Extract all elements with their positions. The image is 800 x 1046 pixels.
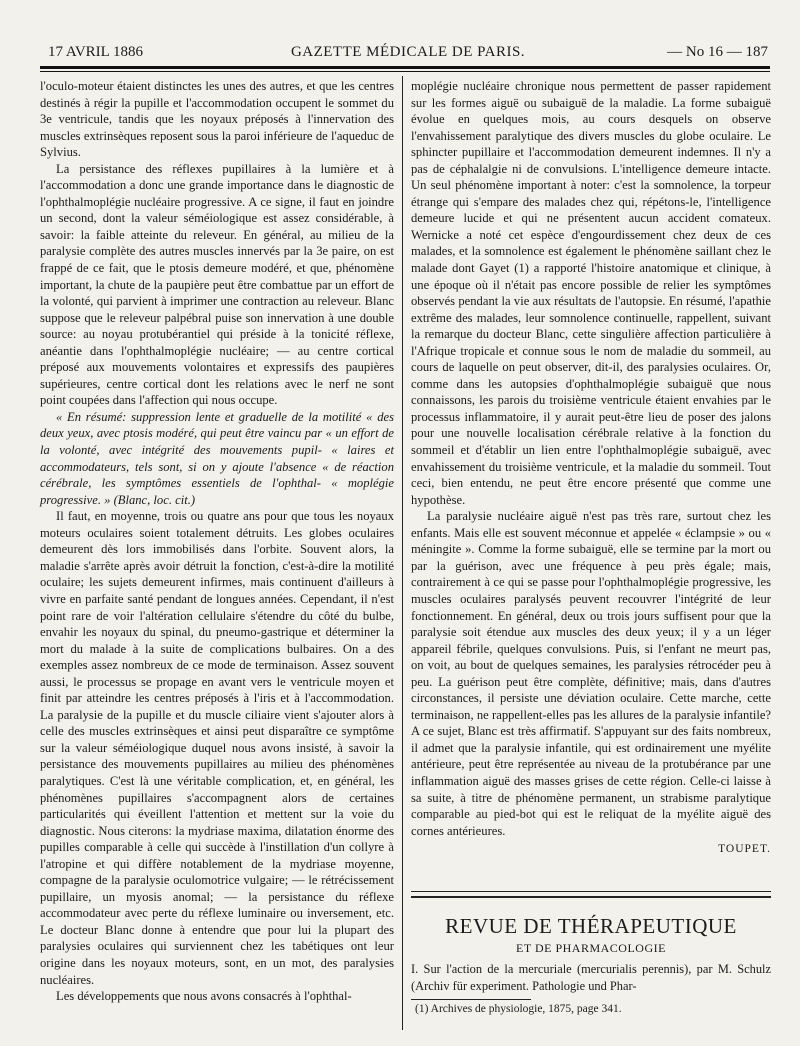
- author-signature: TOUPET.: [718, 843, 771, 856]
- header-issue: — No 16 — 187: [667, 44, 768, 60]
- header-title: GAZETTE MÉDICALE DE PARIS.: [290, 44, 526, 60]
- column-divider: [402, 76, 403, 1030]
- left-quote: « En résumé: suppression lente et graduelle de la motilité « des deux yeux, avec ptosis modéré, qui peut être vaincu par « un effort de la volonté, avec intégrité des mouvements pupil- « laires et accommodateurs, tels sont, si on y ajoute l'absence « de réaction cérébrale, les symptômes essentiels de l'ophthal- « moplégie progressive. » (Blanc, loc. cit.): [40, 409, 394, 507]
- section-rule-bottom: [411, 896, 771, 898]
- right-paragraph-1: moplégie nucléaire chronique nous permettent de passer rapidement sur les formes aiguë ou subaiguë de la maladie. La forme subaiguë évolue en quelques mois, au cours desquels on observe l'envahissement paralytique des divers muscles du globe oculaire. Le sphincter pupillaire et l'accommodation demeurent indemnes. Il n'y a pas de céphalalgie ni de convulsions. L'intelligence demeure intacte. Un seul phénomène important à noter: c'est la somnolence, la torpeur étrange qui s'empare des malades chez qui, répétons-le, l'intelligence demeure lucide et qui ne présentent aucun accident comateux. Wernicke a noté cet espèce d'engourdissement chez deux de ces malades, et la somnolence est également le phénomène saillant chez le malade dont Gayet (1) a rapporté l'histoire anatomique et clinique, à une époque où il n'était pas encore possible de relier les symptômes observés pendant la vie aux résultats de l'autopsie. En résumé, l'apathie extrême des malades, leur somnolence continuelle, rappellent, suivant la remarque du docteur Blanc, cette singulière affection particulière à l'Afrique tropicale et connue sous le nom de maladie du sommeil, au cours de laquelle on peut observer, dit-il, des paralysies oculaires. Or, comme dans les autopsies d'ophthalmoplégie subaiguë que nous connaissons, les parois du troisième ventricule étaient envahies par le processus inflammatoire, il y aurait peut-être lieu de poser des jalons pour une nouvelle localisation cérébrale relative à la fonction du sommeil et d'établir un lien entre l'ophthalmoplégie subaiguë, avec envahissement du troisième ventricule, et la maladie du sommeil. Tout ceci, bien entendu, ne peut être encore présenté que comme une hypothèse.: [411, 79, 771, 507]
- footnote-rule: [411, 999, 531, 1000]
- section-title: REVUE DE THÉRAPEUTIQUE: [445, 914, 737, 938]
- left-paragraph-3: Il faut, en moyenne, trois ou quatre ans pour que tous les noyaux moteurs oculaires soient totalement détruits. Les globes oculaires demeurent dès lors immobilisés dans l'orbite. Souvent alors, la maladie s'arrête après avoir détruit la fonction, c'est-à-dire la motilité oculaire; les sujets demeurent infirmes, mais continuent d'ailleurs à vivre en parfaite santé pendant de longues années. Cependant, il n'est point rare de voir l'altération cellulaire s'étendre du côté du bulbe, envahir les noyaux du spinal, du pneumo-gastrique et déterminer la mort du malade à la suite de complications bulbaires. On a des exemples assez nombreux de ce mode de terminaison. Assez souvent aussi, le processus se propage en avant vers le ventricule moyen et finit par atteindre les centres préposés à l'iris et à l'accommodation. La paralysie de la pupille et du muscle ciliaire vient s'ajouter alors à celle des muscles extrinsèques et ainsi peut disparaître ce symptôme sur la valeur séméiologique duquel nous avons insisté, à savoir la persistance des mouvements pupillaires au milieu des phénomènes paralytiques. C'est là une véritable complication, et, en général, les phénomènes pupillaires s'accompagnent alors de certaines particularités qui éveillent l'attention et mettent sur la voie du diagnostic. Nous citerons: la mydriase maxima, dilatation énorme des pupilles comparable à celle qui succède à l'instillation d'un collyre à l'atropine et qui diffère notablement de la mydriase moyenne, compagne de la paralysie oculomotrice vulgaire; — le rétrécissement pupillaire, un myosis anomal; — la persistance du réflexe accommodateur avec perte du réflexe luminaire ou inversement, etc. Le docteur Blanc donne à entendre que pour lui la plupart des paralysies oculaires qui surviennent chez les tabétiques ont leur origine dans les noyaux moteurs, sont, en un mot, des paralysies nucléaires.: [40, 509, 394, 987]
- section-first-entry: I. Sur l'action de la mercuriale (mercurialis perennis), par M. Schulz (Archiv für experiment. Pathologie und Phar-: [411, 962, 771, 993]
- footnote: (1) Archives de physiologie, 1875, page 341.: [415, 1003, 622, 1015]
- right-paragraph-2: La paralysie nucléaire aiguë n'est pas très rare, surtout chez les enfants. Mais elle est souvent méconnue et appelée « éclampsie » ou « méningite ». Comme la forme subaiguë, elle se termine par la mort ou par la guérison, avec une fréquence à peu près égale; mais, contrairement à ce qui se passe pour l'ophthalmoplégie progressive, les muscles oculaires paralysés peuvent recouvrer l'intégrité de leur fonctionnement. En général, deux ou trois jours suffisent pour que la paralysie soit étendue aux muscles des deux yeux; il y a un léger appareil fébrile, quelques convulsions. Puis, si l'enfant ne meurt pas, on voit, au bout de quelques semaines, les paralysies rétrocéder peu à peu. La guérison peut être complète, définitive; mais, dans d'autres circonstances, il persiste une déviation oculaire. Cette marche, cette terminaison, ne rappellent-elles pas les allures de la paralysie infantile? A ce sujet, Blanc est très affirmatif. S'appuyant sur des faits nombreux, il admet que la paralysie infantile, qui est ordinairement une myélite antérieure, peut être représentée au niveau de la protubérance par une inflammation aiguë des masses grises de cette région. Celle-ci laisse à sa suite, à titre de phénomène permanent, un strabisme paralytique comparable au pied-bot qui est le reliquat de la myélite aiguë des cornes antérieures.: [411, 509, 771, 838]
- left-paragraph-1: l'oculo-moteur étaient distinctes les unes des autres, et que les centres destinés à régir la pupille et l'accommodation occupent le sommet du 3e ventricule, tandis que les noyaux préposés à l'innervation des muscles extrinsèques reposent sous la paroi inférieure de l'aqueduc de Sylvius.: [40, 79, 394, 160]
- page-header: [48, 44, 768, 64]
- section-subtitle: ET DE PHARMACOLOGIE: [516, 941, 666, 955]
- left-paragraph-2: La persistance des réflexes pupillaires à la lumière et à l'accommodation a donc une grande importance dans le diagnostic de l'ophthalmoplégie nucléaire progressive. A ce signe, il faut en joindre un second, dont la valeur séméiologique est assez considérable, à savoir: la faible atteinte du releveur. En général, au milieu de la paralysie complète des autres muscles innervés par la 3e paire, on est frappé de ce fait, que le ptosis demeure modéré, et que, phénomène important, la chute de la paupière peut être combattue par un effort de la volonté, qui parvient à imprimer une contraction au releveur. Blanc suppose que le releveur palpébral puise son innervation à une double source: au noyau protubérantiel qui préside à la tonicité réflexe, anéantie dans l'ophthalmoplégie nucléaire; — au centre cortical préposé aux mouvements volontaires et expressifs des paupières supérieures, centre cortical dont les relations avec le nerf ne sont point coupées dans l'affection qui nous occupe.: [40, 161, 394, 408]
- section-rule-top: [411, 891, 771, 892]
- header-date: 17 AVRIL 1886: [48, 44, 144, 60]
- left-paragraph-4: Les développements que nous avons consacrés à l'ophthal-: [56, 989, 352, 1004]
- right-column: [411, 78, 771, 858]
- header-rule-thick: [40, 66, 770, 69]
- left-column: [40, 78, 394, 1005]
- header-rule-thin: [40, 71, 770, 72]
